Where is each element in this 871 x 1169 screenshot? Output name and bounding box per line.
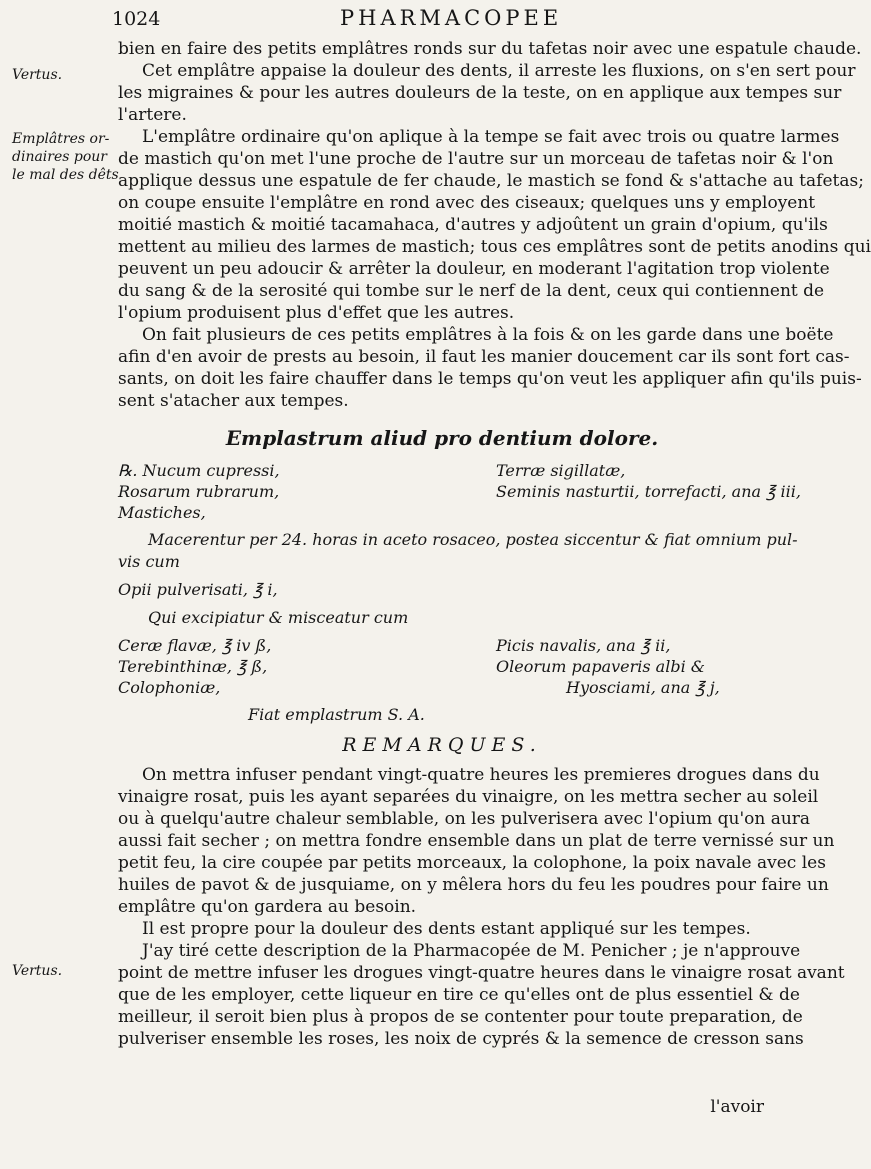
remarques-heading: REMARQUES. [342, 734, 542, 756]
margin-note-emplatres [12, 130, 120, 184]
page-header [0, 2, 800, 36]
catchword: l'avoir [710, 1097, 764, 1117]
page-number: 1024 [112, 8, 161, 30]
text-line: applique dessus une espatule de fer chaude, le mastich se fond & s'attache au tafetas; [118, 171, 864, 191]
margin-vertus-label: Vertus. [12, 963, 63, 979]
recipe-instruction: Fiat emplastrum S. A. [248, 705, 425, 724]
text-body [118, 38, 871, 1050]
text-line: pulveriser ensemble les roses, les noix de cyprés & la semence de cresson sans [118, 1029, 804, 1049]
paragraph-3 [118, 126, 871, 324]
ingredient: Hyosciami, ana ℥ j, [566, 678, 720, 697]
paragraph-7 [118, 940, 845, 1050]
text-line: huiles de pavot & de jusquiame, on y mêlera hors du feu les poudres pour faire un [118, 875, 829, 895]
paragraph-2 [118, 60, 856, 126]
text-line: afin d'en avoir de prests au besoin, il faut les manier doucement car ils sont fort cas- [118, 347, 850, 367]
text-line: L'emplâtre ordinaire qu'on aplique à la tempe se fait avec trois ou quatre larmes [142, 127, 840, 147]
recipe-title: Emplastrum aliud pro dentium dolore. [225, 426, 659, 450]
ingredient: Mastiches, [118, 503, 206, 522]
text-line: point de mettre infuser les drogues vingt-quatre heures dans le vinaigre rosat avant [118, 963, 845, 983]
text-line: peuvent un peu adoucir & arrêter la douleur, en moderant l'agitation trop violente [118, 259, 830, 279]
recipe-row [118, 460, 766, 481]
recipe-row [118, 481, 801, 502]
ingredient: Opii pulverisati, ℥ i, [118, 580, 278, 599]
text-line: de mastich qu'on met l'une proche de l'autre sur un morceau de tafetas noir & l'on [118, 149, 834, 169]
text-line: les migraines & pour les autres douleurs de la teste, on en applique aux tempes sur [118, 83, 842, 103]
paragraph-6 [118, 918, 766, 940]
margin-emplatres-line: le mal des dêts [12, 167, 119, 183]
text-line: l'artere. [118, 105, 187, 125]
recipe-instruction: vis cum [118, 552, 180, 571]
text-line: On mettra infuser pendant vingt-quatre heures les premieres drogues dans du [142, 765, 820, 785]
text-line: J'ay tiré cette description de la Pharmacopée de M. Penicher ; je n'approuve [142, 941, 801, 961]
margin-note-vertus-2 [12, 962, 120, 980]
ingredient: Terebinthinæ, ℥ ß, [118, 657, 268, 676]
recipe-row [118, 677, 766, 698]
text-line: ou à quelqu'autre chaleur semblable, on les pulverisera avec l'opium qu'on aura [118, 809, 811, 829]
ingredient: Oleorum papaveris albi & [496, 657, 706, 676]
recipe-row [118, 635, 766, 656]
text-line: que de les employer, cette liqueur en tire ce qu'elles ont de plus essentiel & de [118, 985, 800, 1005]
paragraph-4 [118, 324, 862, 412]
ingredient: Terræ sigillatæ, [496, 461, 626, 480]
running-head: PHARMACOPEE [340, 6, 563, 30]
margin-note-vertus [12, 66, 120, 84]
text-line: petit feu, la cire coupée par petits morceaux, la colophone, la poix navale avec les [118, 853, 826, 873]
recipe-instruction: Macerentur per 24. horas in aceto rosaceo, postea siccentur & fiat omnium pul- [148, 530, 798, 549]
ingredient: ℞. Nucum cupressi, [118, 461, 280, 480]
ingredient: Ceræ flavæ, ℥ iv ß, [118, 636, 272, 655]
text-line: moitié mastich & moitié tacamahaca, d'autres y adjoûtent un grain d'opium, qu'ils [118, 215, 828, 235]
margin-emplatres-line: Emplâtres or- [12, 131, 110, 147]
margin-vertus-label: Vertus. [12, 67, 63, 83]
text-line: aussi fait secher ; on mettra fondre ensemble dans un plat de terre vernissé sur un [118, 831, 835, 851]
text-line: bien en faire des petits emplâtres ronds sur du tafetas noir avec une espatule chaude. [118, 39, 862, 59]
ingredient: Picis navalis, ana ℥ ii, [496, 636, 671, 655]
ingredient: Colophoniæ, [118, 678, 221, 697]
text-line: Cet emplâtre appaise la douleur des dents, il arreste les fluxions, on s'en sert pour [142, 61, 856, 81]
text-line: on coupe ensuite l'emplâtre en rond avec des ciseaux; quelques uns y employent [118, 193, 816, 213]
text-line: vinaigre rosat, puis les ayant separées du vinaigre, on les mettra secher au soleil [118, 787, 819, 807]
text-line: Il est propre pour la douleur des dents estant appliqué sur les tempes. [142, 919, 751, 939]
text-line: meilleur, il seroit bien plus à propos de se contenter pour toute preparation, de [118, 1007, 803, 1027]
margin-emplatres-line: dinaires pour [12, 149, 107, 165]
text-line: emplâtre qu'on gardera au besoin. [118, 897, 417, 917]
recipe-block [118, 460, 801, 726]
ingredient: Seminis nasturtii, torrefacti, ana ℥ iii, [496, 482, 801, 501]
recipe-row [118, 656, 766, 677]
text-line: sants, on doit les faire chauffer dans le temps qu'on veut les appliquer afin qu'ils puis- [118, 369, 862, 389]
paragraph-5 [118, 764, 835, 918]
recipe-row [118, 502, 766, 523]
text-line: sent s'atacher aux tempes. [118, 391, 349, 411]
text-line: On fait plusieurs de ces petits emplâtres à la fois & on les garde dans une boëte [142, 325, 834, 345]
recipe-instruction: Qui excipiatur & misceatur cum [148, 608, 409, 627]
text-line: du sang & de la serosité qui tombe sur le nerf de la dent, ceux qui contiennent de [118, 281, 825, 301]
text-line: l'opium produisent plus d'effet que les autres. [118, 303, 515, 323]
paragraph-1 [118, 38, 862, 60]
ingredient: Rosarum rubrarum, [118, 482, 280, 501]
text-line: mettent au milieu des larmes de mastich; tous ces emplâtres sont de petits anodins qui [118, 237, 871, 257]
